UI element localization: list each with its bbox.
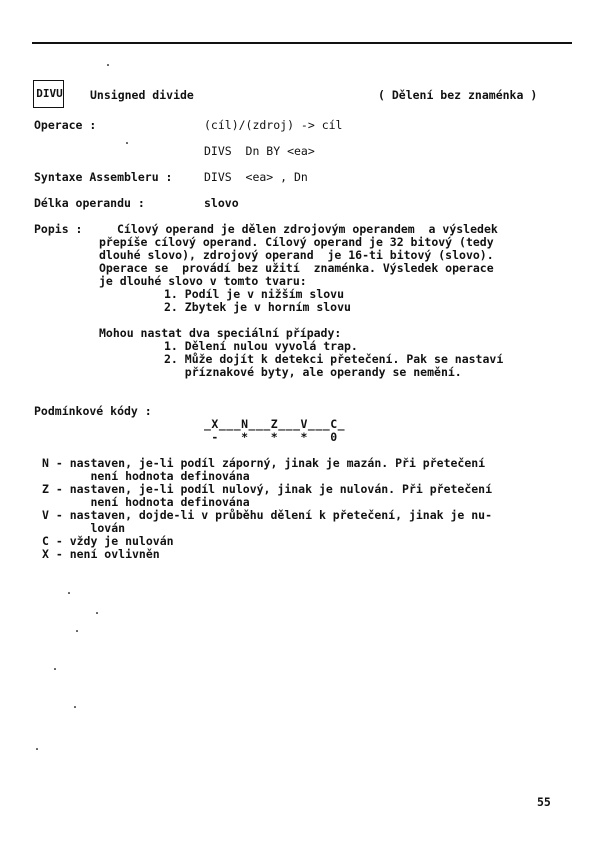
result-item: 2. Zbytek je v horním slovu — [164, 300, 351, 314]
mnemonic-box: DIVU — [33, 80, 64, 108]
description-line: je dlouhé slovo v tomto tvaru: — [99, 274, 307, 288]
scan-speck — [126, 142, 128, 144]
syntax-value: DIVS <ea> , Dn — [204, 170, 308, 184]
operation-formula: (cíl)/(zdroj) -> cíl — [204, 118, 343, 132]
scan-speck — [54, 668, 56, 670]
top-rule — [32, 42, 572, 44]
scan-speck — [107, 64, 109, 66]
flag-description: V - nastaven, dojde-li v průběhu dělení k přetečení, jinak je nu- — [42, 508, 493, 522]
scan-speck — [36, 748, 38, 750]
special-case-item: 2. Může dojít k detekci přetečení. Pak se nastaví — [164, 352, 504, 366]
scan-speck — [68, 592, 70, 594]
condition-flag-values: - * * * 0 — [204, 430, 338, 444]
special-cases-title: Mohou nastat dva speciální případy: — [99, 326, 342, 340]
operation-instruction: DIVS Dn BY <ea> — [204, 144, 315, 158]
scan-speck — [96, 612, 98, 614]
result-item: 1. Podíl je v nižším slovu — [164, 287, 345, 301]
special-case-item: 1. Dělení nulou vyvolá trap. — [164, 339, 358, 353]
flag-description: N - nastaven, je-li podíl záporný, jinak je mazán. Při přetečení — [42, 456, 486, 470]
operand-length-value: slovo — [204, 196, 239, 210]
flag-description: není hodnota definována — [42, 495, 250, 509]
flag-description: X - není ovlivněn — [42, 547, 160, 561]
description-line: dlouhé slovo), zdrojový operand je 16-ti bitový (slovo). — [99, 248, 494, 262]
instruction-name: Unsigned divide — [90, 88, 194, 102]
condition-flags: _X___N___Z___V___C_ — [204, 417, 346, 431]
flag-description: C - vždy je nulován — [42, 534, 174, 548]
description-line: přepíše cílový operand. Cílový operand je 32 bitový (tedy — [99, 235, 494, 249]
scan-speck — [74, 706, 76, 708]
instruction-czech-name: ( Dělení bez znaménka ) — [378, 88, 538, 102]
condition-codes-label: Podmínkové kódy : — [34, 404, 152, 418]
syntax-label: Syntaxe Assembleru : — [34, 170, 173, 184]
operand-length-label: Délka operandu : — [34, 196, 145, 210]
flag-description: lován — [42, 521, 126, 535]
description-line: Cílový operand je dělen zdrojovým operandem a výsledek — [117, 222, 498, 236]
flag-description: není hodnota definována — [42, 469, 250, 483]
scan-speck — [76, 630, 78, 632]
description-line: Operace se provádí bez užití znaménka. Výsledek operace — [99, 261, 494, 275]
operation-label: Operace : — [34, 118, 97, 132]
description-label: Popis : — [34, 222, 83, 236]
page-number: 55 — [537, 795, 551, 809]
special-case-item: příznakové byty, ale operandy se nemění. — [164, 365, 462, 379]
flag-description: Z - nastaven, je-li podíl nulový, jinak je nulován. Při přetečení — [42, 482, 493, 496]
